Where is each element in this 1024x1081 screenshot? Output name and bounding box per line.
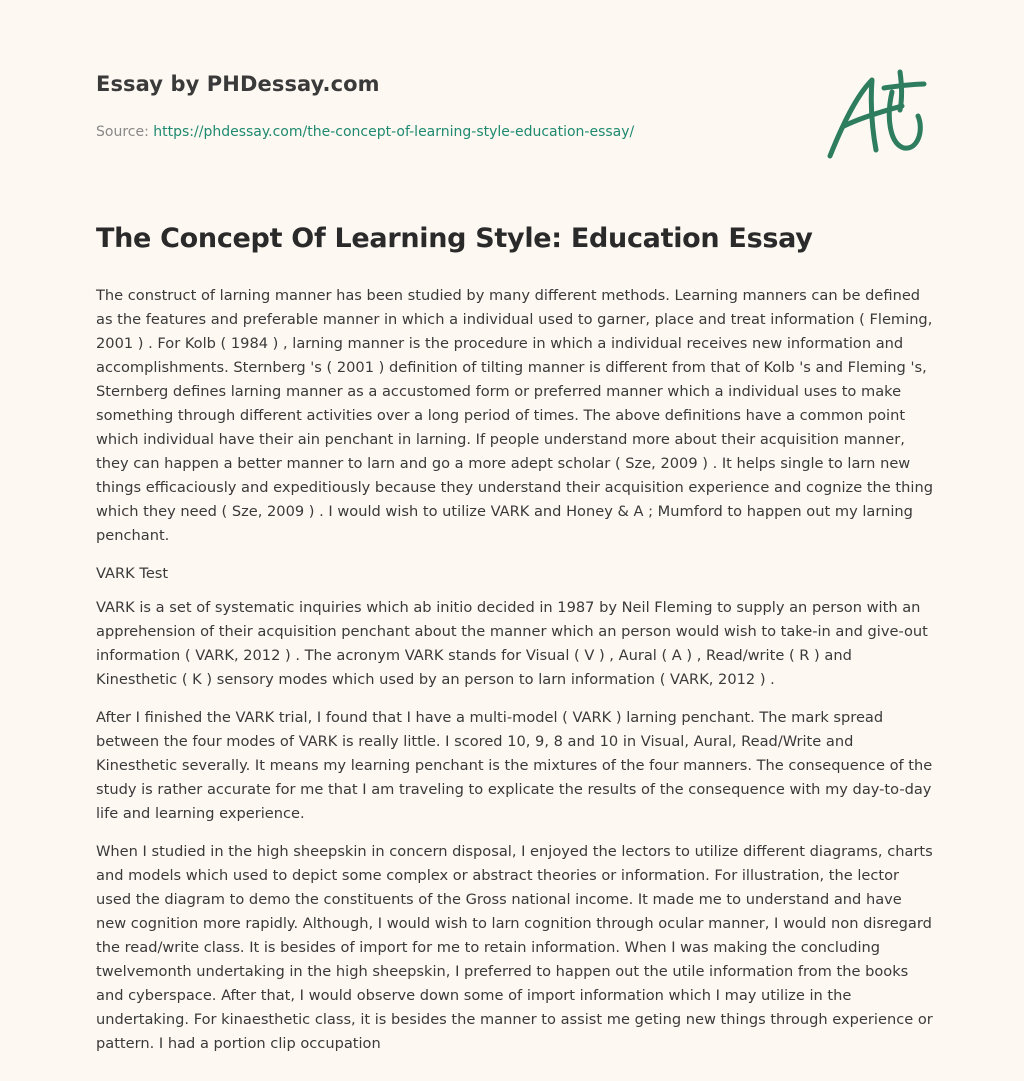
paragraph: The construct of larning manner has been studied by many different methods. Learning manners can be defined as the features and preferable manner in which a individual used to garner, place and treat information ( Fleming, 2001 ) . For Kolb ( 1984 ) , larning manner is the procedure in which a individual receives new information and accomplishments. Sternberg 's ( 2001 ) definition of tilting manner is different from that of Kolb 's and Fleming 's, Sternberg defines larning manner as a accustomed form or preferred manner which a individual uses to make something through different activities over a long period of times. The above definitions have a common point which individual have their ain penchant in larning. If people understand more about their acquisition manner, they can happen a better manner to larn and go a more adept scholar ( Sze, 2009 ) . It helps single to larn new things efficaciously and expeditiously because they understand their acquisition experience and cognize the thing which they need ( Sze, 2009 ) . I would wish to utilize VARK and Honey & A ; Mumford to happen out my larning penchant.: [96, 287, 933, 544]
header: [96, 72, 936, 140]
essay-body: [96, 284, 934, 1070]
paragraph: When I studied in the high sheepskin in concern disposal, I enjoyed the lectors to utilize different diagrams, charts and models which used to depict some complex or abstract theories or information. For illustration, the lector used the diagram to demo the constituents of the Gross national income. It made me to understand and have new cognition more rapidly. Although, I would wish to larn cognition through ocular manner, I would non disregard the read/write class. It is besides of import for me to retain information. When I was making the concluding twelvemonth undertaking in the high sheepskin, I preferred to happen out the utile information from the books and cyberspace. After that, I would observe down some of import information which I may utilize in the undertaking. For kinaesthetic class, it is besides the manner to assist me geting new things through experience or pattern. I had a portion clip occupation: [96, 843, 933, 1052]
source-label: Source:: [96, 124, 149, 140]
section-heading: VARK Test: [96, 565, 169, 582]
paragraph: VARK is a set of systematic inquiries which ab initio decided in 1987 by Neil Fleming to supply an person with an apprehension of their acquisition penchant about the manner which an person would wish to take-in and give-out information ( VARK, 2012 ) . The acronym VARK stands for Visual ( V ) , Aural ( A ) , Read/write ( R ) and Kinesthetic ( K ) sensory modes which used by an person to larn information ( VARK, 2012 ) .: [96, 599, 928, 688]
source-line: [96, 124, 634, 140]
paragraph: After I finished the VARK trial, I found that I have a multi-model ( VARK ) larning penchant. The mark spread between the four modes of VARK is really little. I scored 10, 9, 8 and 10 in Visual, Aural, Read/Write and Kinesthetic severally. It means my learning penchant is the mixtures of the four manners. The consequence of the study is rather accurate for me that I am traveling to explicate the results of the consequence with my day-to-day life and learning experience.: [96, 709, 933, 822]
essay-title: The Concept Of Learning Style: Education Essay: [96, 223, 813, 254]
source-link[interactable]: https://phdessay.com/the-concept-of-learning-style-education-essay/: [153, 124, 635, 140]
site-brand: Essay by PHDessay.com: [96, 72, 380, 96]
a-plus-logo-icon: [820, 66, 930, 166]
